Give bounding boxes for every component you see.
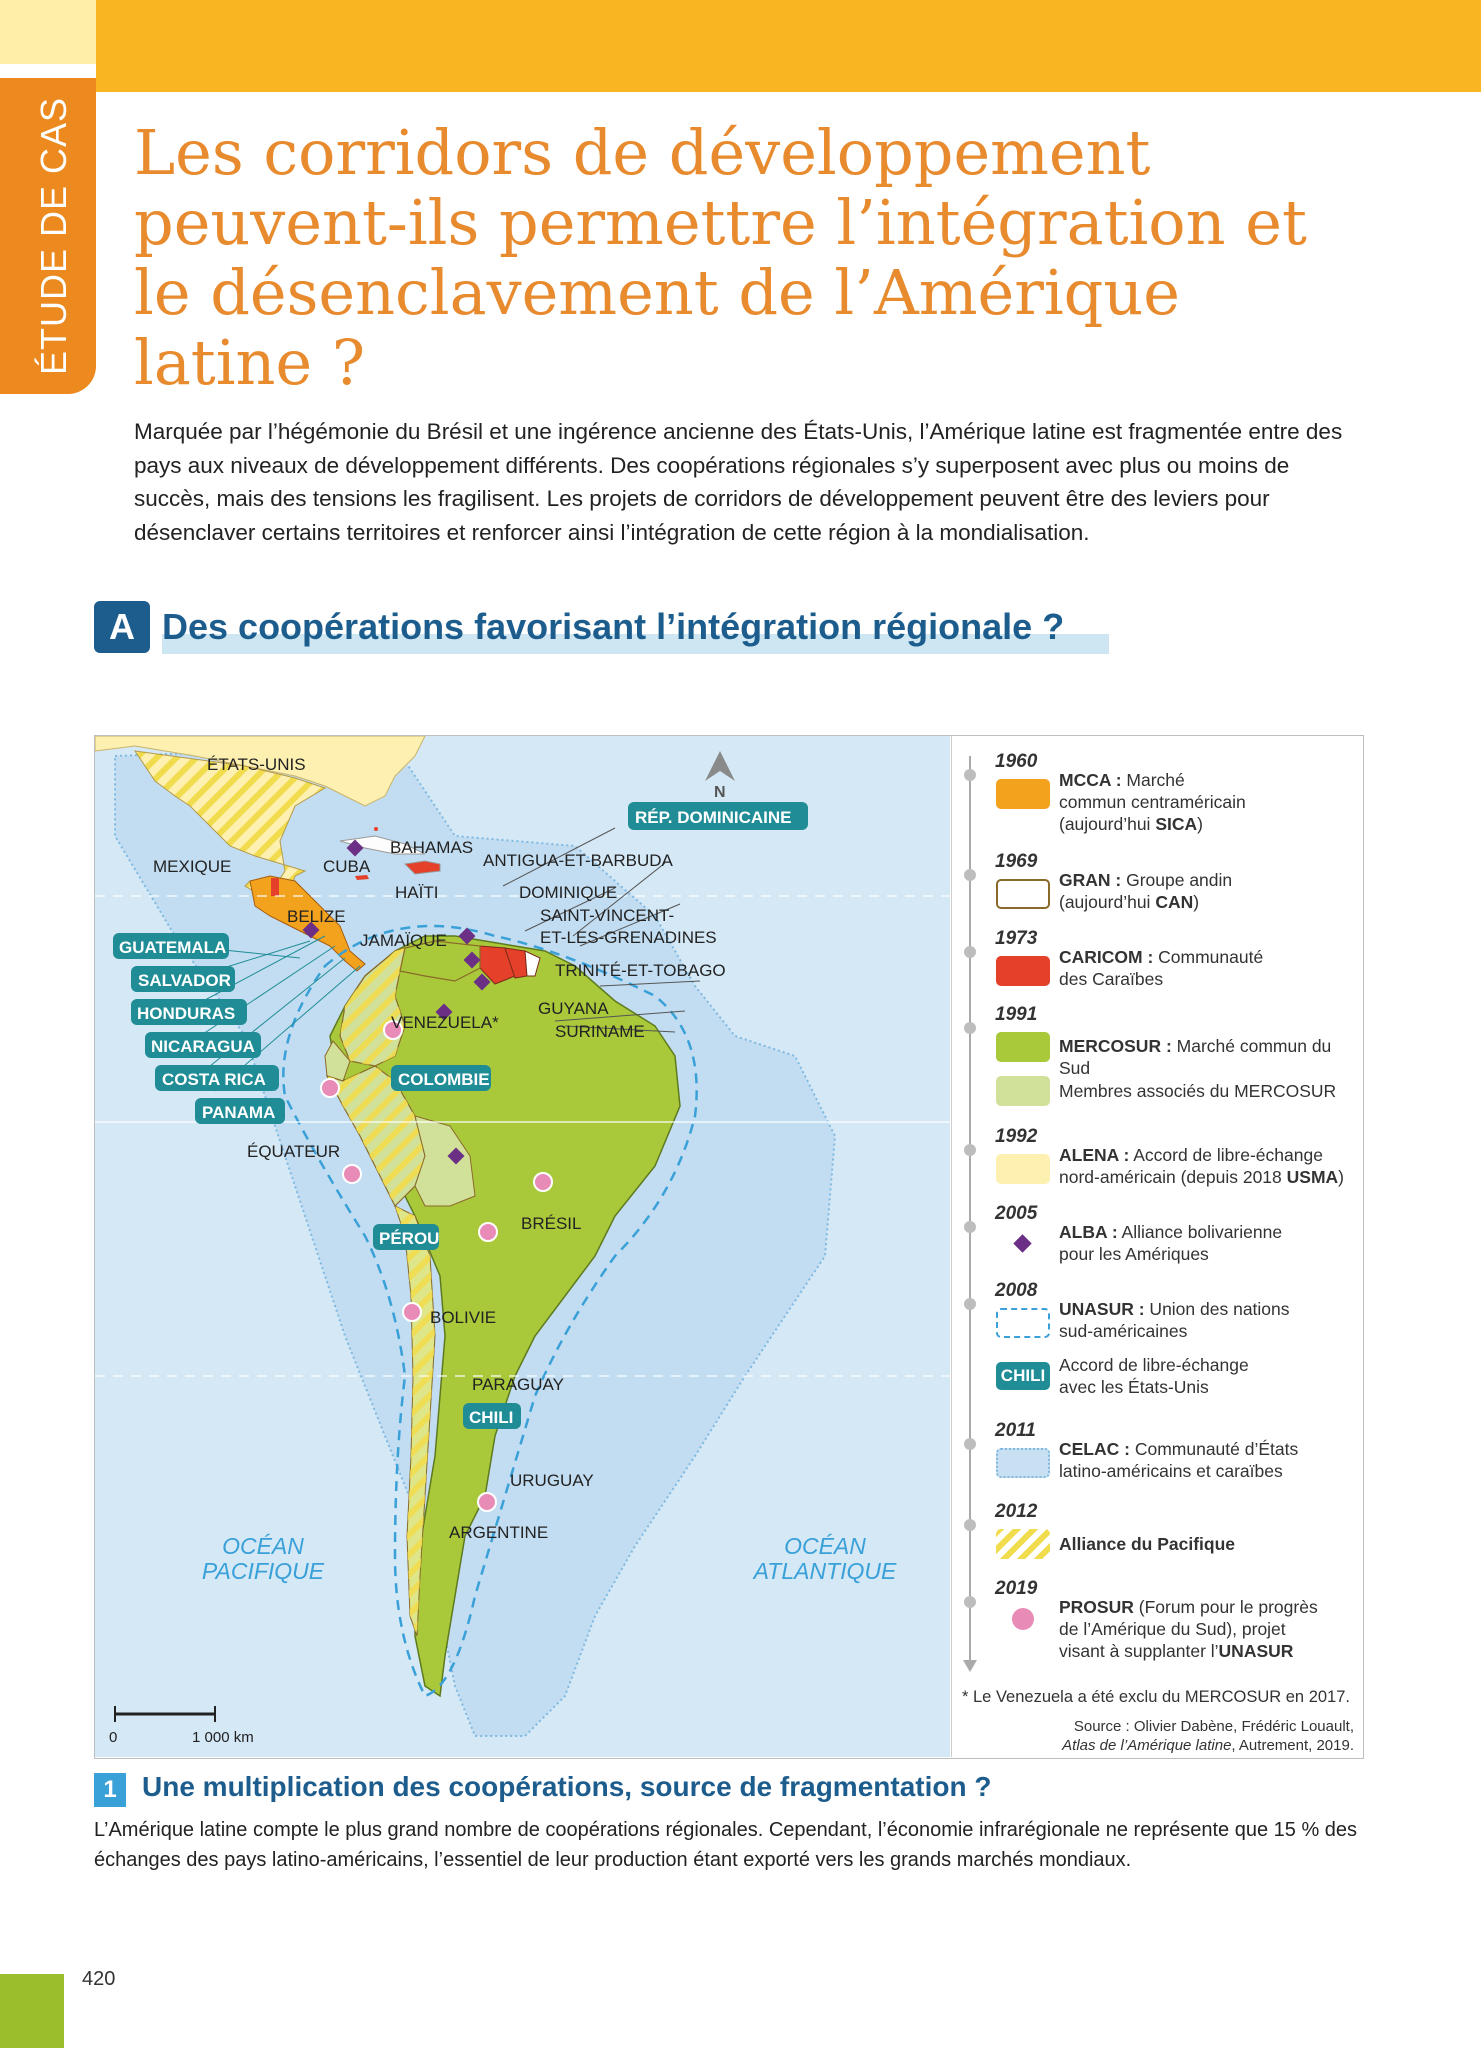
timeline-dot bbox=[964, 1298, 976, 1310]
badge-nicaragua: NICARAGUA bbox=[151, 1037, 255, 1056]
prosur-argentine bbox=[478, 1493, 496, 1511]
caption-title: Une multiplication des coopérations, source de fragmentation ? bbox=[142, 1771, 992, 1802]
label-belize: BELIZE bbox=[287, 907, 346, 926]
legend-swatch-alena bbox=[996, 1154, 1050, 1184]
legend-year-1992: 1992 bbox=[995, 1126, 1038, 1147]
label-suriname: SURINAME bbox=[555, 1022, 645, 1041]
legend-year-2019: 2019 bbox=[995, 1578, 1038, 1599]
legend-year-2005: 2005 bbox=[995, 1203, 1038, 1224]
legend-year-1969: 1969 bbox=[995, 851, 1038, 872]
north-arrow-icon bbox=[705, 751, 735, 801]
timeline-dot bbox=[964, 946, 976, 958]
label-atlantic-1: OCÉAN bbox=[784, 1533, 866, 1559]
label-bresil: BRÉSIL bbox=[521, 1214, 582, 1233]
label-trinite: TRINITÉ-ET-TOBAGO bbox=[555, 961, 726, 980]
legend-source: Source : Olivier Dabène, Frédéric Louault, Atlas de l’Amérique latine, Autrement, 2019. bbox=[1062, 1718, 1354, 1754]
label-argentine: ARGENTINE bbox=[449, 1523, 549, 1542]
header-bar-accent bbox=[0, 0, 96, 64]
legend-text-pacific-alliance: Alliance du Pacifique bbox=[1059, 1534, 1236, 1554]
legend-text-fta: Accord de libre-échange avec les États-Unis bbox=[1059, 1355, 1249, 1397]
legend-text-mcca: MCCA : Marché commun centraméricain (aujourd’hui SICA) bbox=[1059, 770, 1246, 834]
legend-text-unasur: UNASUR : Union des nations sud-américaines bbox=[1059, 1299, 1290, 1341]
badge-costa-rica: COSTA RICA bbox=[162, 1070, 266, 1089]
prosur-bresil bbox=[534, 1173, 552, 1191]
label-equateur: ÉQUATEUR bbox=[247, 1142, 341, 1161]
label-pacific-1: OCÉAN bbox=[222, 1533, 304, 1559]
legend-swatch-unasur bbox=[996, 1308, 1050, 1338]
belize-land bbox=[271, 878, 279, 896]
legend-text-caricom: CARICOM : Communauté des Caraïbes bbox=[1059, 947, 1264, 989]
label-usa: ÉTATS-UNIS bbox=[207, 755, 306, 774]
legend-year-1960: 1960 bbox=[995, 751, 1038, 772]
timeline-dot bbox=[964, 1519, 976, 1531]
side-tab-label: ÉTUDE DE CAS bbox=[33, 96, 74, 376]
badge-rep-dom: RÉP. DOMINICAINE bbox=[635, 808, 792, 827]
map-svg bbox=[95, 736, 950, 1757]
north-label: N bbox=[714, 784, 726, 801]
legend-swatch-celac bbox=[996, 1448, 1050, 1478]
legend-year-2008: 2008 bbox=[995, 1280, 1038, 1301]
legend-swatch-alba bbox=[1013, 1234, 1031, 1252]
section-letter-badge: A bbox=[94, 601, 150, 653]
legend-year-1973: 1973 bbox=[995, 928, 1038, 949]
legend-year-1991: 1991 bbox=[995, 1004, 1038, 1025]
legend-swatch-gran bbox=[996, 879, 1050, 909]
prosur-paraguay bbox=[479, 1223, 497, 1241]
legend-text-associes: Membres associés du MERCOSUR bbox=[1059, 1081, 1337, 1101]
badge-salvador: SALVADOR bbox=[138, 971, 231, 990]
label-venezuela: VENEZUELA* bbox=[391, 1013, 499, 1032]
legend-footnote: * Le Venezuela a été exclu du MERCOSUR en 2017. bbox=[962, 1688, 1350, 1706]
intro-paragraph: Marquée par l’hégémonie du Brésil et une ingérence ancienne des États-Unis, l’Amérique latine est fragmentée entre des pays aux niveaux de développement différents. Des coopérations régionales s’y superposent avec plus ou moins de succès, mais des tensions les fragilisent. Les projets de corridors de développement peuvent être des leviers pour désenclaver certains territoires et renforcer ainsi l’intégration de cette région à la mondialisation. bbox=[134, 419, 1343, 545]
legend-text-alena: ALENA : Accord de libre-échange nord-américain (depuis 2018 USMA) bbox=[1059, 1145, 1344, 1187]
timeline-arrow-icon bbox=[963, 1660, 977, 1672]
label-cuba: CUBA bbox=[323, 857, 371, 876]
label-dominique: DOMINIQUE bbox=[519, 883, 618, 902]
timeline-dot bbox=[964, 869, 976, 881]
timeline-dot bbox=[964, 1022, 976, 1034]
timeline-dot bbox=[964, 1438, 976, 1450]
header-bar bbox=[96, 0, 1481, 92]
page-number: 420 bbox=[82, 1968, 116, 1990]
legend-swatch-associes bbox=[996, 1076, 1050, 1106]
prosur-equateur bbox=[321, 1079, 339, 1097]
badge-honduras: HONDURAS bbox=[137, 1004, 236, 1023]
legend-text-prosur: PROSUR (Forum pour le progrès de l’Amérique du Sud), projet visant à supplanter l’UNASUR bbox=[1059, 1597, 1318, 1661]
badge-panama: PANAMA bbox=[202, 1103, 276, 1122]
timeline-dot bbox=[964, 1144, 976, 1156]
legend-text-celac: CELAC : Communauté d’États latino-américains et caraïbes bbox=[1059, 1439, 1299, 1481]
timeline-dot bbox=[964, 769, 976, 781]
label-pacific-2: PACIFIQUE bbox=[201, 1558, 325, 1584]
map-panel bbox=[95, 736, 950, 1757]
legend-year-2012: 2012 bbox=[995, 1501, 1038, 1522]
section-title: Des coopérations favorisant l’intégration régionale ? bbox=[162, 606, 1065, 647]
legend-swatch-pacific-alliance bbox=[996, 1529, 1050, 1559]
caption-text: L’Amérique latine compte le plus grand nombre de coopérations régionales. Cependant, l’économie infrarégionale ne représente que 15 % des échanges des pays latino-américains, l’essentiel de leur production étant exporté vers les grands marchés mondiaux. bbox=[94, 1819, 1358, 1871]
label-haiti: HAÏTI bbox=[395, 883, 439, 902]
legend-panel bbox=[951, 736, 1362, 1757]
timeline-dot bbox=[964, 1221, 976, 1233]
scale-distance: 1 000 km bbox=[192, 1729, 254, 1746]
scale-zero: 0 bbox=[109, 1729, 118, 1746]
legend-text-mercosur: MERCOSUR : Marché commun du Sud bbox=[1059, 1036, 1332, 1078]
label-svg-2: ET-LES-GRENADINES bbox=[540, 928, 717, 947]
label-jamaique: JAMAÏQUE bbox=[360, 931, 447, 950]
badge-perou: PÉROU bbox=[379, 1229, 440, 1248]
label-atlantic-2: ATLANTIQUE bbox=[753, 1558, 897, 1584]
label-mexique: MEXIQUE bbox=[153, 857, 232, 876]
legend-text-alba: ALBA : Alliance bolivarienne pour les Amériques bbox=[1059, 1222, 1283, 1264]
legend-swatch-mercosur bbox=[996, 1032, 1050, 1062]
page-title: Les corridors de développement peuvent-ils permettre l’intégration et le désenclavement de l’Amérique latine ? bbox=[134, 116, 1307, 399]
label-bahamas: BAHAMAS bbox=[390, 838, 474, 857]
label-uruguay: URUGUAY bbox=[510, 1471, 594, 1490]
label-svg-1: SAINT-VINCENT- bbox=[540, 906, 675, 925]
prosur-chili bbox=[403, 1303, 421, 1321]
legend-badge-fta: CHILI bbox=[996, 1362, 1050, 1390]
timeline-dot bbox=[964, 1596, 976, 1608]
legend-swatch-mcca bbox=[996, 779, 1050, 809]
legend-swatch-prosur bbox=[1012, 1608, 1034, 1630]
label-guyana: GUYANA bbox=[538, 999, 609, 1018]
label-bolivie: BOLIVIE bbox=[430, 1308, 497, 1327]
badge-chili: CHILI bbox=[469, 1408, 514, 1427]
footer-accent bbox=[0, 1974, 64, 2048]
scale-bar bbox=[109, 1706, 254, 1746]
legend-year-2011: 2011 bbox=[995, 1420, 1036, 1441]
label-antigua: ANTIGUA-ET-BARBUDA bbox=[483, 851, 673, 870]
bahamas-land bbox=[374, 827, 378, 831]
legend-swatch-caricom bbox=[996, 956, 1050, 986]
caption-number: 1 bbox=[94, 1773, 126, 1807]
badge-colombie: COLOMBIE bbox=[398, 1070, 490, 1089]
prosur-perou bbox=[343, 1165, 361, 1183]
legend-text-gran: GRAN : Groupe andin (aujourd’hui CAN) bbox=[1059, 870, 1233, 912]
label-paraguay: PARAGUAY bbox=[472, 1375, 564, 1394]
badge-guatemala: GUATEMALA bbox=[119, 938, 227, 957]
